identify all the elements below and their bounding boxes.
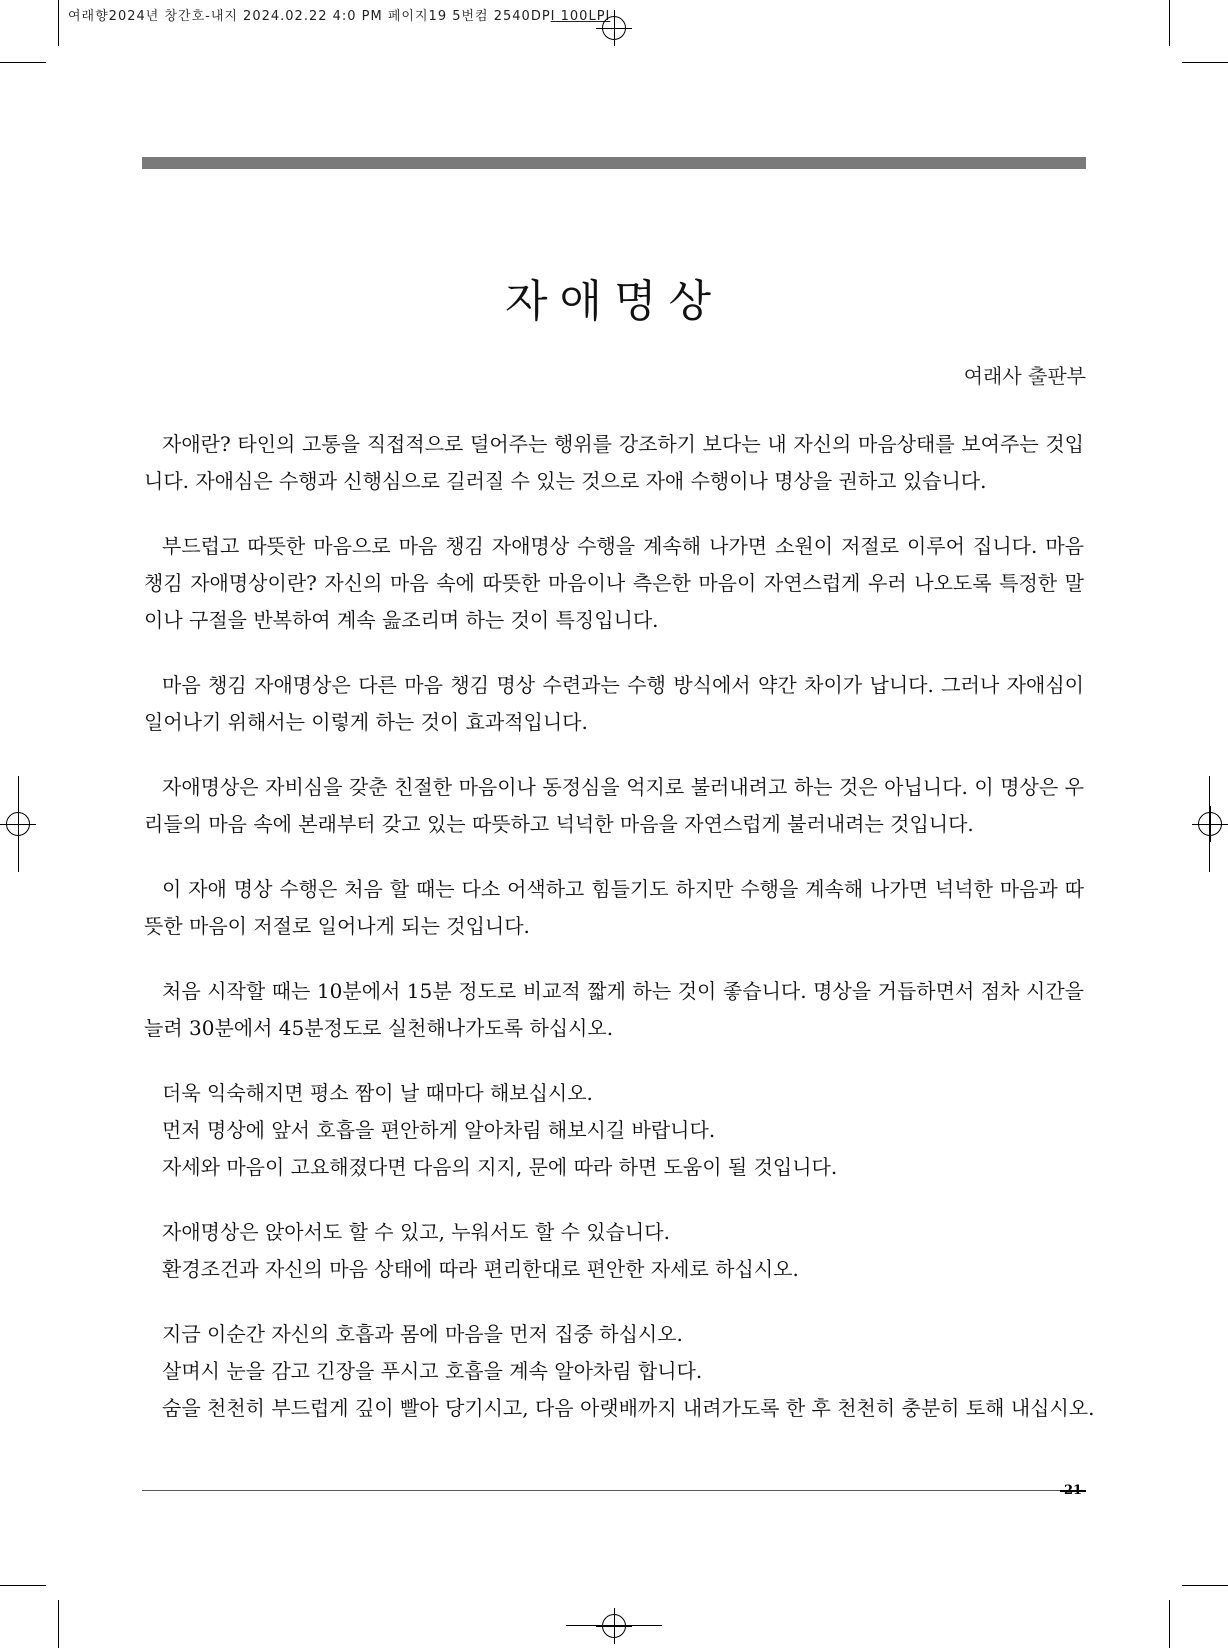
line-group xyxy=(144,1075,1084,1186)
crop-mark xyxy=(0,1585,46,1586)
article-body xyxy=(144,426,1095,1455)
crop-mark xyxy=(58,0,59,46)
line-group xyxy=(144,1316,1095,1427)
body-paragraph: 마음 챙김 자애명상은 다른 마음 챙김 명상 수련과는 수행 방식에서 약간 차이가 납니다. 그러나 자애심이 일어나기 위해서는 이렇게 하는 것이 효과적입니다. xyxy=(144,673,1084,734)
body-line: 자세와 마음이 고요해졌다면 다음의 지지, 문에 따라 하면 도움이 될 것입니다. xyxy=(162,1155,838,1179)
header-bar xyxy=(142,157,1086,169)
crop-mark xyxy=(1169,1600,1170,1648)
body-line: 환경조건과 자신의 마음 상태에 따라 편리한대로 편안한 자세로 하십시오. xyxy=(162,1257,799,1281)
body-paragraph: 자애란? 타인의 고통을 직접적으로 덜어주는 행위를 강조하기 보다는 내 자신의 마음상태를 보여주는 것입니다. 자애심은 수행과 신행심으로 길러질 수 있는 것으로 자애 수행이나 명상을 권하고 있습니다. xyxy=(144,432,1084,493)
slug-text: 여래향2024년 창간호-내지 2024.02.22 4:0 PM 페이지19 5번컴 2540DP xyxy=(68,9,551,24)
page-number: 21 xyxy=(1064,1483,1083,1498)
article-title: 자애명상 xyxy=(504,276,723,327)
body-line: 지금 이순간 자신의 호흡과 몸에 마음을 먼저 집중 하십시오. xyxy=(162,1322,683,1346)
body-paragraph: 부드럽고 따뜻한 마음으로 마음 챙김 자애명상 수행을 계속해 나가면 소원이 저절로 이루어 집니다. 마음 챙김 자애명상이란? 자신의 마음 속에 따뜻한 마음이나 측은한 마음이 자연스럽게 우러 나오도록 특정한 말이나 구절을 반복하여 계속 읊조리며 하는 것이 특징입니다. xyxy=(144,534,1084,632)
line-group xyxy=(144,1214,1084,1288)
body-line: 먼저 명상에 앞서 호흡을 편안하게 알아차림 해보시길 바랍니다. xyxy=(162,1118,716,1142)
registration-target-bottom xyxy=(596,1608,632,1644)
body-line: 자애명상은 앉아서도 할 수 있고, 누워서도 할 수 있습니다. xyxy=(162,1220,670,1244)
slug-underlined: I 100LPI xyxy=(550,9,611,24)
crop-mark xyxy=(1182,62,1228,63)
crop-mark xyxy=(1169,0,1170,46)
body-line: 숨을 천천히 부드럽게 깊이 빨아 당기시고, 다음 아랫배까지 내려가도록 한 후 천천히 충분히 토해 내십시오. xyxy=(162,1396,1095,1420)
author-byline: 여래사 출판부 xyxy=(963,364,1086,388)
footer-rule xyxy=(142,1490,1060,1491)
body-paragraph: 이 자애 명상 수행은 처음 할 때는 다소 어색하고 힘들기도 하지만 수행을 계속해 나가면 넉넉한 마음과 따뜻한 마음이 저절로 일어나게 되는 것입니다. xyxy=(144,877,1084,938)
registration-target-top xyxy=(596,10,632,46)
registration-target-right xyxy=(1192,806,1228,842)
body-paragraph: 자애명상은 자비심을 갖춘 친절한 마음이나 동정심을 억지로 불러내려고 하는 것은 아닙니다. 이 명상은 우리들의 마음 속에 본래부터 갖고 있는 따뜻하고 넉넉한 마음을 자연스럽게 불러내려는 것입니다. xyxy=(144,775,1084,836)
body-line: 살며시 눈을 감고 긴장을 푸시고 호흡을 계속 알아차림 합니다. xyxy=(162,1359,703,1383)
registration-target-left xyxy=(0,806,36,842)
printer-slug xyxy=(68,5,610,24)
body-line: 더욱 익숙해지면 평소 짬이 날 때마다 해보십시오. xyxy=(162,1081,593,1105)
crop-mark xyxy=(0,62,46,63)
crop-mark xyxy=(1182,1585,1228,1586)
crop-mark xyxy=(58,1600,59,1648)
body-paragraph: 처음 시작할 때는 10분에서 15분 정도로 비교적 짧게 하는 것이 좋습니다. 명상을 거듭하면서 점차 시간을 늘려 30분에서 45분정도로 실천해나가도록 하십시오. xyxy=(144,979,1084,1040)
